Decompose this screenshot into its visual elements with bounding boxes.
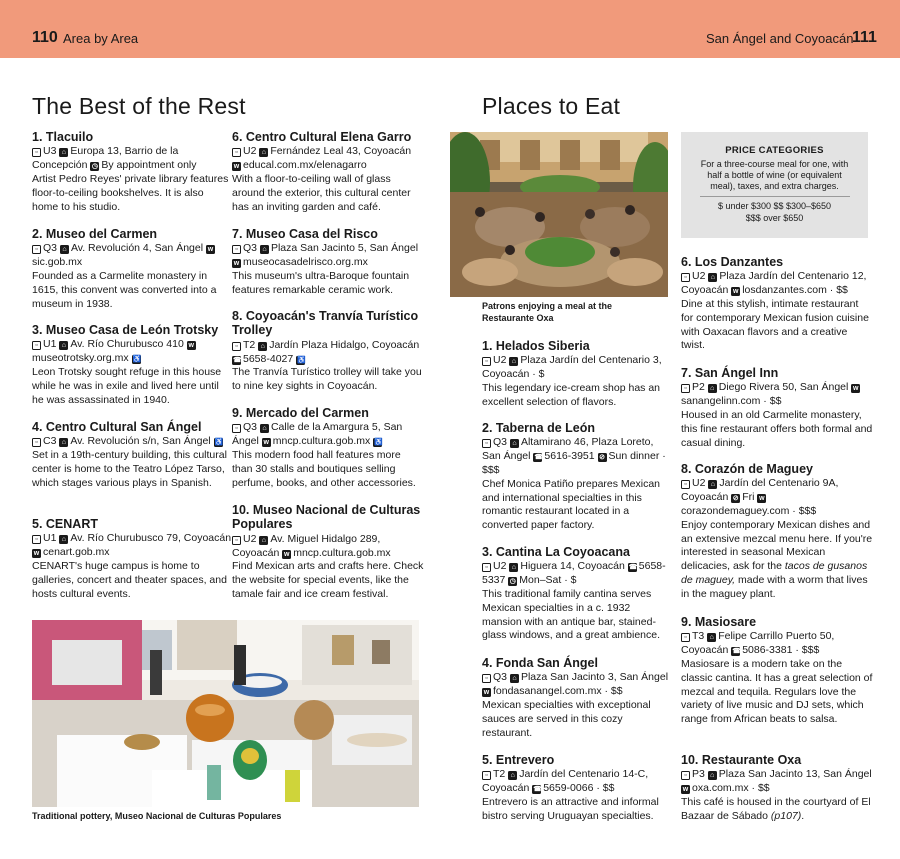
sight-description: The Tranvía Turístico trolley will take you to nine key sights in Coyoacán. [232,366,422,393]
website[interactable]: corazondemaguey.com [681,505,790,517]
map-ref-icon: ▫ [482,439,491,448]
restaurant-title: 5. Entrevero [482,753,555,767]
restaurant-description: Mexican specialties with exceptional sauces are served in this cozy restaurant. [482,699,651,739]
price-category: $$ [769,395,782,408]
price-box-divider [700,196,850,197]
map-ref: U2 [692,477,706,490]
address-icon: ⌂ [260,245,269,254]
address-icon: ⌂ [708,384,717,393]
description-text: . [801,809,805,822]
address: Jardín del Centenario 14-C, Coyoacán [482,768,649,795]
restaurant-description: Dine at this stylish, intimate restaurant for contemporary Mexican fusion cuisine with Oaxacan flavors and a creative twist. [681,298,869,352]
closed-icon: ⊘ [599,454,605,462]
website[interactable]: sanangelinn.com [681,395,761,408]
address: Av. Miguel Hidalgo 289, Coyoacán [232,532,381,559]
restaurant-entry: 3. Cantina La Coyoacana ▫ U2 ⌂ Higuera 14, Coyoacán ☎5658-5337 ◷ Mon–Sat · $ This traditional family cantina serves Mexican specialties in a c. 1932 mansion with an antique bar, stained-glass windows, and a great ambience. [482,545,670,643]
map-ref: U1 [43,338,57,351]
address-icon: ⌂ [708,771,717,780]
price-categories-box [681,132,868,238]
restaurant-description: This traditional family cantina serves Mexican specialties in a c. 1932 mansion with an antique bar, stained-glass windows, and a great ambience. [482,588,661,642]
sight-entry [232,130,424,214]
address-icon: ⌂ [509,357,518,366]
right-page-number: 111 [852,29,877,46]
map-ref: P3 [692,768,705,781]
phone-icon: ☎ [233,356,242,364]
address-icon: ⌂ [510,674,519,683]
map-ref-icon: ▫ [681,273,690,282]
website[interactable]: mncp.cultura.gob.mx [293,546,391,559]
price-category: $ [570,574,577,587]
map-ref: T2 [243,338,256,351]
sight-title: 7. Museo Casa del Risco [232,227,378,241]
map-ref: U2 [243,532,257,545]
web-icon: w [33,550,40,558]
sight-title: 10. Museo Nacional de Culturas Populares [232,503,421,532]
web-icon: w [759,495,765,503]
map-ref-icon: ▫ [232,245,241,254]
restaurant-entry: 9. Masiosare ▫ T3 ⌂ Felipe Carrillo Puerto 50, Coyoacán ☎5086-3381 · $$$ Masiosare is a modern take on the classic cantina. It has a great selection of mezcal and tequila. Regulars love the variety of live music and DJ sets, which range from African beats to salsa. [681,615,873,726]
description-italic: (p107) [770,809,802,822]
web-icon: w [207,246,214,254]
restaurant-entry: 4. Fonda San Ángel ▫ Q3 ⌂ Plaza San Jacinto 3, San Ángel w fondasanangel.com.mx · $$ Mexican specialties with exceptional sauces are served in this cozy restaurant. [482,656,669,739]
address-icon: ⌂ [708,480,717,489]
web-icon: w [283,550,290,558]
address: Plaza Jardín del Centenario 12, Coyoacán [681,270,867,297]
restaurant-description: Entrevero is an attractive and informal bistro serving Uruguayan specialties. [482,796,659,822]
phone: 5658-4027 [243,352,294,365]
website[interactable]: museocasadelrisco.org.mx [243,256,368,269]
restaurant-photo [450,132,668,297]
restaurant-description [681,519,873,602]
restaurant-entry: 5. Entrevero ▫ T2 ⌂ Jardín del Centenario 14-C, Coyoacán ☎5659-0066 · $$ Entrevero is an attractive and informal bistro serving Uruguayan specialties. [482,753,670,824]
wheelchair-icon: ♿ [297,356,306,364]
restaurant-entry: 6. Los Danzantes ▫ U2 ⌂ Plaza Jardín del Centenario 12, Coyoacán w losdanzantes.com · $$ Dine at this stylish, intimate restaurant for contemporary Mexican fusion cuisine with Oaxacan flavors and a creative twist. [681,255,873,353]
address: Av. Revolución s/n, San Ángel [70,435,211,448]
price-categories-description: For a three-course meal for one, with half a bottle of wine (or equivalent meal), taxes, and extra charges. [700,159,849,191]
map-ref-icon: ▫ [32,245,41,254]
closing-times: Fri [742,491,755,504]
sight-description: This modern food hall features more than 30 stalls and boutiques selling perfume, books, and other accessories. [232,449,416,489]
price-category: $$ [602,782,615,795]
price-categories-title: PRICE CATEGORIES [725,145,824,156]
restaurant-title: 9. Masiosare [681,615,757,629]
map-ref-icon: ▫ [32,535,41,544]
restaurant-entry: 7. San Ángel Inn ▫ P2 ⌂ Diego Rivera 50, San Ángel wsanangelinn.com · $$ Housed in an old Carmelite monastery, this fine restaurant offers both formal and casual dining. [681,366,873,449]
restaurant-title: 6. Los Danzantes [681,255,784,269]
right-section-title: San Ángel and Coyoacán [706,31,854,46]
web-icon: w [853,385,859,393]
address-icon: ⌂ [259,536,268,545]
restaurant-title: 4. Fonda San Ángel [482,656,598,670]
clock-icon: ◷ [91,163,98,171]
address-icon: ⌂ [707,633,716,642]
website[interactable]: educal.com.mx/elenagarro [243,159,367,172]
address-icon: ⌂ [60,245,69,254]
sight-title: 3. Museo Casa de León Trotsky [32,323,219,337]
wheelchair-icon: ♿ [132,356,142,364]
address-icon: ⌂ [508,771,517,780]
sight-entry [232,227,424,298]
sight-entry [32,517,232,601]
sight-entry [232,503,424,602]
description-text: This café is housed in the courtyard of El Bazaar de Sábado [681,796,871,822]
map-ref-icon: ▫ [681,771,690,780]
map-ref-icon: ▫ [32,341,41,350]
map-ref: T3 [692,630,705,643]
address-icon: ⌂ [260,424,269,433]
restaurant-entry: 1. Helados Siberia ▫ U2 ⌂ Plaza Jardín del Centenario 3, Coyoacán · $ This legendary ice-cream shop has an excellent selection of flavors. [482,339,670,410]
map-ref-icon: ▫ [681,633,690,642]
address-icon: ⌂ [509,563,518,572]
places-to-eat-title: Places to Eat [482,93,621,119]
opening-hours: By appointment only [101,159,197,172]
map-ref: U3 [43,145,57,158]
map-ref-icon: ▫ [482,674,491,683]
address: Fernández Leal 43, Coyoacán [270,145,412,158]
price-category: $ [538,368,545,381]
restaurant-entry: 8. Corazón de Maguey ▫ U2 ⌂ Jardín del Centenario 9A, Coyoacán ⊘ Fri wcorazondemaguey.com · $$$ Enjoy contemporary Mexican dishes and an extensive mezcal menu here. If you're interested in seasonal Mexican delicacies, ask for the tacos de gusanos de maguey, made with a worm that lives in the maguey plant. [681,462,873,600]
address: Plaza San Jacinto 5, San Ángel [270,242,419,255]
best-of-rest-title: The Best of the Rest [32,93,246,119]
price-category: $$ [610,685,623,698]
page-header [0,0,900,58]
phone-icon: ☎ [732,648,741,656]
address-icon: ⌂ [259,148,268,157]
map-ref: U2 [493,560,507,573]
map-ref-icon: ▫ [681,480,690,489]
price-category: $$ [836,284,848,297]
web-icon: w [263,439,269,447]
website[interactable]: fondasanangel.com.mx [493,685,602,698]
map-ref-icon: ▫ [232,536,241,545]
pottery-photo-caption: Traditional pottery, Museo Nacional de Culturas Populares [32,811,282,821]
phone: 5616-3951 [544,450,595,463]
restaurant-description: This legendary ice-cream shop has an excellent selection of flavors. [482,382,661,408]
website[interactable]: oxa.com.mx [692,782,749,795]
website[interactable]: mncp.cultura.gob.mx [272,435,371,448]
sight-entry [32,420,232,491]
wheelchair-icon: ♿ [374,439,383,447]
web-icon: w [682,786,689,794]
web-icon: w [233,260,240,268]
map-ref: C3 [43,435,57,448]
map-ref-icon: ▫ [32,438,41,447]
sight-description: Leon Trotsky sought refuge in this house while he was in exile and lived here until he was assassinated in 1940. [32,366,222,406]
sight-entry [232,309,424,394]
map-ref-icon: ▫ [482,357,491,366]
address: Felipe Carrillo Puerto 50, Coyoacán [681,630,835,657]
description-text: Enjoy contemporary Mexican dishes and an extensive mezcal menu here. If you're interested in seasonal Mexican delicacies, ask for the [681,518,873,573]
clock-icon: ◷ [509,578,516,586]
address: Plaza Jardín del Centenario 3, Coyoacán [482,354,662,381]
sight-title: 5. CENART [32,517,98,531]
sight-title: 8. Coyoacán's Tranvía Turístico Trolley [232,309,419,338]
map-ref: U2 [493,354,507,367]
sight-description: CENART's huge campus is home to galleries, concert and theater spaces, and hosts cultural events. [32,560,227,600]
address: Jardín del Centenario 9A, Coyoacán [681,477,839,504]
sight-description: This museum's ultra-Baroque fountain features remarkable ceramic work. [232,270,410,296]
sight-entry [32,323,232,407]
address: Diego Rivera 50, San Ángel [718,381,849,394]
left-page-number: 110 [32,29,58,46]
description-italic: tacos de gusanos de maguey, [681,560,868,586]
closed-icon: ⊘ [732,495,739,503]
address-icon: ⌂ [59,438,68,447]
address-icon: ⌂ [59,535,68,544]
web-icon: w [732,288,739,296]
sight-description: Find Mexican arts and crafts here. Check the website for special events, like the tamale fair and ice cream festival. [232,560,424,600]
phone-icon: ☎ [533,786,542,794]
map-ref: T2 [493,768,506,781]
price-range-line-1: $ under $300 $$ $300–$650 [717,201,832,211]
map-ref-icon: ▫ [232,424,241,433]
address-icon: ⌂ [59,148,68,157]
address: Plaza San Jacinto 13, San Ángel [718,768,872,781]
restaurant-title: 8. Corazón de Maguey [681,462,813,476]
sight-title: 4. Centro Cultural San Ángel [32,420,202,434]
website[interactable]: losdanzantes.com [742,284,827,297]
map-ref: Q3 [243,421,258,434]
pottery-photo [32,620,419,807]
restaurant-title: 10. Restaurante Oxa [681,753,802,767]
address: Europa 13, Barrio de la Concepción [32,145,179,172]
restaurant-title: 2. Taberna de León [482,421,595,435]
restaurant-description: Masiosare is a modern take on the classic cantina. It has a great selection of mezcal and tequila. Regulars love the variety of live music and DJ sets, which range from African beats to salsa. [681,658,873,726]
restaurant-entry: 10. Restaurante Oxa ▫ P3 ⌂ Plaza San Jacinto 13, San Ángel w oxa.com.mx · $$ This café is housed in the courtyard of El Bazaar de Sábado (p107). [681,753,872,822]
map-ref-icon: ▫ [32,148,41,157]
restaurant-entry: 2. Taberna de León ▫ Q3 ⌂ Altamirano 46, Plaza Loreto, San Ángel ☎5616-3951 ⊘ Sun dinner · $$$ Chef Monica Patiño prepares Mexican and international specialties in this romantic restaurant located in a converted paper factory. [482,421,670,533]
address: Jardín Plaza Hidalgo, Coyoacán [269,338,420,351]
closing-times: Sun dinner [608,450,660,463]
sight-title: 2. Museo del Carmen [32,227,158,241]
website[interactable]: sic.gob.mx [32,256,83,269]
price-range-line-2: $$$ over $650 [745,213,804,223]
map-ref: Q3 [243,242,258,255]
web-icon: w [188,342,194,350]
sight-entry [232,406,424,490]
map-ref: Q3 [493,671,508,684]
opening-hours: Mon–Sat [519,574,562,587]
address-icon: ⌂ [510,439,519,448]
phone: 5659-0066 [543,782,594,795]
price-category: $$$ [801,644,820,657]
web-icon: w [483,689,490,697]
restaurant-title: 3. Cantina La Coyoacana [482,545,630,559]
sight-title: 6. Centro Cultural Elena Garro [232,130,412,144]
phone-icon: ☎ [534,454,544,462]
map-ref-icon: ▫ [681,384,690,393]
address: Calle de la Amargura 5, San Ángel [232,421,403,448]
restaurant-title: 7. San Ángel Inn [681,366,779,380]
website[interactable]: museotrotsky.org.mx [32,352,129,365]
price-category: $$$ [798,505,817,517]
address-icon: ⌂ [258,342,267,351]
restaurant-title: 1. Helados Siberia [482,339,590,353]
web-icon: w [233,163,240,171]
description-text: made with a worm that lives in the maguey plant. [681,573,868,600]
map-ref-icon: ▫ [482,563,491,572]
sight-description: Artist Pedro Reyes' private library features floor-to-ceiling bookshelves. It is also home to his studio. [32,173,229,213]
map-ref-icon: ▫ [232,148,241,157]
phone-icon: ☎ [628,564,638,572]
sight-description: Set in a 19th-century building, this cultural center is home to the Teatro López Tarso, which stages various plays in Spanish. [32,449,227,489]
price-category: $$ [757,782,770,795]
address: Altamirano 46, Plaza Loreto, San Ángel [482,436,654,463]
map-ref: U2 [692,270,706,283]
map-ref: P2 [692,381,705,394]
address: Av. Revolución 4, San Ángel [70,242,204,255]
sight-description: Founded as a Carmelite monastery in 1615, this convent was converted into a museum in 1938. [32,270,217,310]
sight-title: 9. Mercado del Carmen [232,406,369,420]
restaurant-description: Housed in an old Carmelite monastery, this fine restaurant offers both formal and casual dining. [681,409,873,449]
sight-description: With a floor-to-ceiling wall of glass around the exterior, this cultural center has an inviting garden and café. [232,173,411,213]
address: Av. Río Churubusco 410 [70,338,184,351]
address-icon: ⌂ [59,341,68,350]
sight-entry [32,227,232,311]
restaurant-photo-caption: Patrons enjoying a meal at the Restaurante Oxa [482,301,613,323]
map-ref: Q3 [43,242,58,255]
wheelchair-icon: ♿ [214,439,224,447]
sight-entry [32,130,232,214]
address: Plaza San Jacinto 3, San Ángel [520,671,669,684]
restaurant-description: Chef Monica Patiño prepares Mexican and international specialties in this romantic restaurant located in a converted paper factory. [482,477,661,532]
website[interactable]: cenart.gob.mx [43,546,110,559]
sight-title: 1. Tlacuilo [32,130,94,144]
map-ref-icon: ▫ [232,342,241,351]
map-ref-icon: ▫ [482,771,491,780]
price-category: $$$ [482,464,500,476]
map-ref: U1 [43,532,57,545]
restaurant-description [681,796,873,824]
phone: 5086-3381 [742,644,793,657]
phone: 5658-5337 [482,560,666,587]
map-ref: U2 [243,145,257,158]
address: Av. Río Churubusco 79, Coyoacán [70,532,232,545]
map-ref: Q3 [493,436,508,449]
address-icon: ⌂ [708,273,717,282]
left-section-title: Area by Area [63,31,139,46]
address: Higuera 14, Coyoacán [520,560,625,573]
